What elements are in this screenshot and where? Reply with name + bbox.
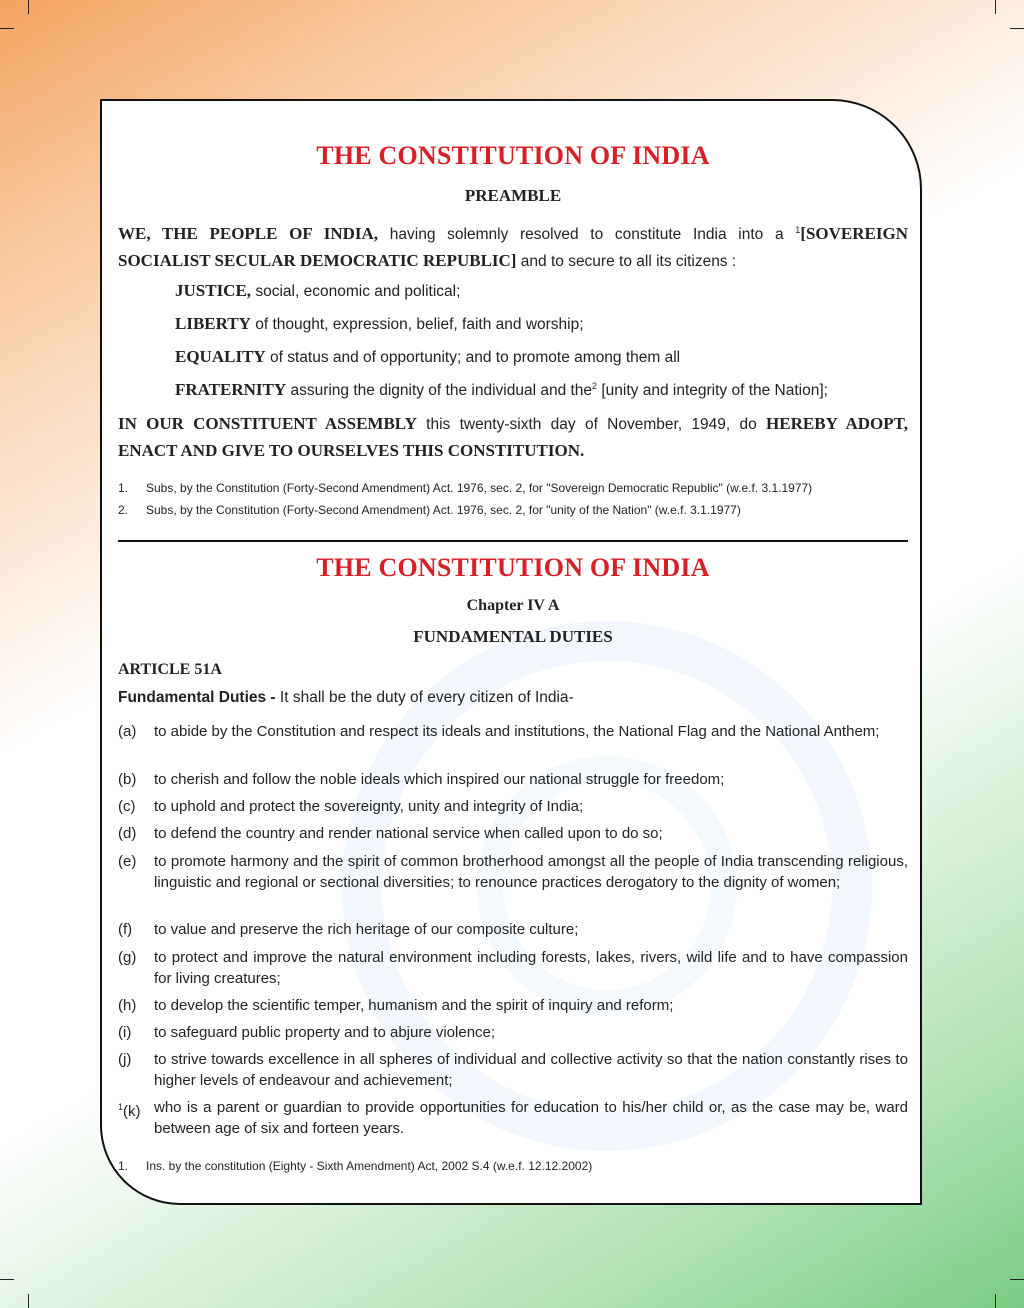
duties-heading: FUNDAMENTAL DUTIES (413, 627, 613, 646)
duty-label: (a) (118, 723, 137, 740)
line-bold: LIBERTY (175, 314, 251, 333)
duty-label: (h) (118, 997, 137, 1014)
duty-item (118, 1049, 908, 1091)
duty-label: (j) (118, 1051, 132, 1068)
crop-mark (28, 1294, 29, 1308)
line-text: assuring the dignity of the individual and the (286, 382, 593, 399)
duty-item (118, 1097, 908, 1139)
chapter-heading: Chapter IV A (466, 597, 560, 614)
line-bold: EQUALITY (175, 347, 266, 366)
duty-item (118, 823, 908, 844)
duty-text: to uphold and protect the sovereignty, unity and integrity of India; (154, 798, 584, 815)
crop-mark (995, 1294, 996, 1308)
duty-text: to abide by the Constitution and respect its ideals and institutions, the National Flag and the National Anthem; (154, 723, 880, 740)
crop-mark (28, 0, 29, 14)
duty-text: to safeguard public property and to abjure violence; (154, 1024, 496, 1041)
line-bold: JUSTICE, (175, 281, 252, 300)
duties-footnote (118, 1159, 908, 1173)
duty-item (118, 1022, 908, 1043)
duty-item (118, 721, 908, 742)
duty-text: to develop the scientific temper, humanism and the spirit of inquiry and reform; (154, 997, 674, 1014)
duties-lead (118, 688, 908, 708)
closing-bold-2: HEREBY ADOPT, ENACT AND GIVE TO OURSELVES THIS CONSTITUTION. (118, 414, 908, 460)
duty-label: (f) (118, 921, 133, 938)
duty-label (118, 1097, 141, 1122)
footnote-ref: 2 (592, 380, 598, 391)
intro-bold: WE, THE PEOPLE OF INDIA, (118, 224, 379, 244)
footnote-text: Ins. by the constitution (Eighty - Sixth Amendment) Act, 2002 S.4 (w.e.f. 12.12.2002) (146, 1159, 593, 1173)
duty-label: (d) (118, 825, 137, 842)
line-text: of thought, expression, belief, faith and worship; (250, 316, 584, 333)
preamble-closing (118, 411, 908, 465)
preamble-footnote-2 (118, 503, 908, 517)
preamble-line-justice (175, 281, 460, 301)
crop-mark (1010, 28, 1024, 29)
duty-text: to cherish and follow the noble ideals which inspired our national struggle for freedom; (154, 771, 725, 788)
section-divider (118, 540, 908, 542)
preamble-heading: PREAMBLE (464, 186, 562, 205)
duty-item (118, 995, 908, 1016)
intro-text-2: and to secure to all its citizens : (516, 253, 737, 271)
preamble-title: THE CONSTITUTION OF INDIA (316, 141, 710, 170)
article-heading: ARTICLE 51A (118, 661, 222, 678)
footnote-number: 2. (118, 503, 129, 517)
duty-label-text: (k) (123, 1103, 141, 1120)
lead-text: It shall be the duty of every citizen of India- (275, 689, 574, 706)
duty-text: to value and preserve the rich heritage of our composite culture; (154, 921, 579, 938)
footnote-text: Subs, by the Constitution (Forty-Second Amendment) Act. 1976, sec. 2, for "unity of the Nation" (w.e.f. 3.1.1977) (146, 503, 741, 517)
duty-text: to protect and improve the natural environment including forests, lakes, rivers, wild life and to have compassion for living creatures; (154, 949, 908, 987)
duty-item (118, 769, 908, 790)
crop-mark (995, 0, 996, 14)
duty-label: (b) (118, 771, 137, 788)
line-text: social, economic and political; (251, 283, 461, 300)
crop-mark (0, 1279, 14, 1280)
crop-mark (0, 28, 14, 29)
preamble-line-fraternity (175, 380, 828, 400)
duty-label: (i) (118, 1024, 132, 1041)
duty-label: (c) (118, 798, 136, 815)
footnote-ref: 1 (118, 1102, 124, 1112)
intro-text: having solemnly resolved to constitute India into a (378, 226, 796, 244)
preamble-line-liberty (175, 314, 584, 334)
duty-item (118, 851, 908, 893)
duty-text: to promote harmony and the spirit of common brotherhood amongst all the people of India transcending religious, linguistic and regional or sectional diversities; to renounce practices derogatory to the dignity of women; (154, 853, 908, 891)
duty-text: to strive towards excellence in all spheres of individual and collective activity so that the nation constantly rises to higher levels of endeavour and achievement; (154, 1051, 908, 1089)
preamble-line-equality (175, 347, 680, 367)
document-panel (100, 99, 922, 1205)
duty-item (118, 919, 908, 940)
duty-label: (e) (118, 853, 137, 870)
preamble-footnote-1 (118, 481, 908, 495)
duty-item (118, 796, 908, 817)
footnote-number: 1. (118, 1159, 129, 1173)
footnote-text: Subs, by the Constitution (Forty-Second Amendment) Act. 1976, sec. 2, for "Sovereign Democratic Republic" (w.e.f. 3.1.1977) (146, 481, 813, 495)
line-text: of status and of opportunity; and to promote among them all (265, 349, 681, 366)
duty-text: who is a parent or guardian to provide opportunities for education to his/her child or, as the case may be, ward between age of six and forteen years. (154, 1099, 908, 1137)
line-text-2: [unity and integrity of the Nation]; (597, 382, 828, 399)
intro-footnote-ref: 1 (795, 225, 801, 235)
footnote-number: 1. (118, 481, 129, 495)
closing-bold: IN OUR CONSTITUENT ASSEMBLY (118, 414, 417, 433)
duty-item (118, 947, 908, 989)
duties-title: THE CONSTITUTION OF INDIA (316, 553, 710, 582)
crop-mark (1010, 1279, 1024, 1280)
preamble-intro (118, 217, 908, 275)
intro-bold-2: [SOVEREIGN SOCIALIST SECULAR DEMOCRATIC REPUBLIC] (118, 224, 908, 271)
duty-text: to defend the country and render national service when called upon to do so; (154, 825, 663, 842)
lead-bold: Fundamental Duties - (118, 689, 276, 706)
closing-text: this twenty-sixth day of November, 1949, do (416, 416, 767, 433)
line-bold: FRATERNITY (175, 380, 287, 399)
duty-label: (g) (118, 949, 137, 966)
